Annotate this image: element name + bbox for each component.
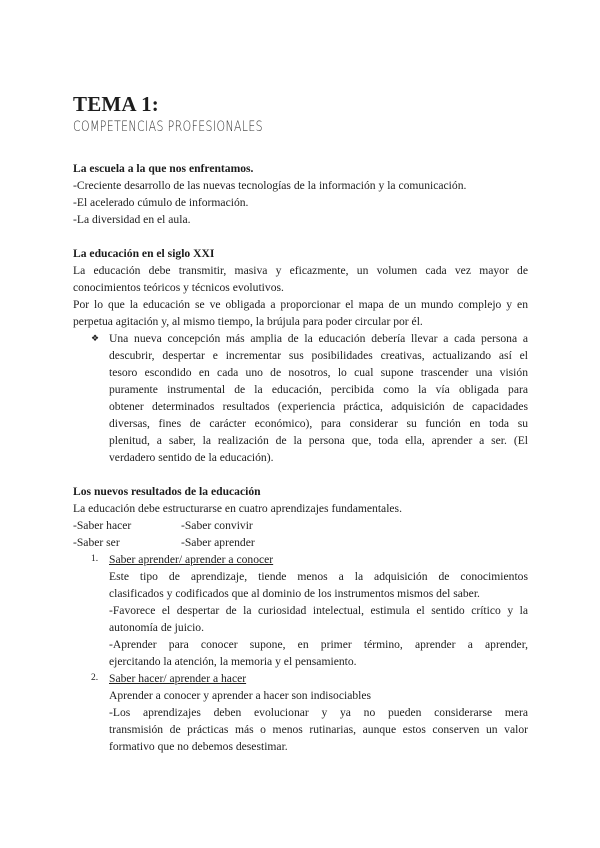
list-item-line: -Aprender para conocer supone, en primer término, aprender a aprender, [109, 638, 528, 651]
page-title: TEMA 1: [73, 92, 159, 116]
list-item-line: -Favorece el despertar de la curiosidad intelectual, estimula el sentido crítico y la [109, 604, 528, 617]
paragraph-line: Por lo que la educación se ve obligada a proporcionar el mapa de un mundo complejo y en [73, 298, 528, 311]
list-number: 1. [91, 554, 99, 564]
section-heading-resultados: Los nuevos resultados de la educación [73, 485, 261, 498]
bullet-line: puramente instrumental de la educación, percibida como la vía obligada para [109, 383, 528, 396]
list-item: -La diversidad en el aula. [73, 213, 191, 226]
bullet-line: obtener determinados resultados (experiencia práctica, adquisición de capacidades [109, 400, 528, 413]
grid-row [73, 517, 528, 535]
paragraph-line: conocimientos teóricos y técnicos evolutivos. [73, 281, 284, 294]
paragraph-line: La educación debe estructurarse en cuatro aprendizajes fundamentales. [73, 502, 402, 515]
list-item-line: formativo que no debemos desestimar. [109, 740, 288, 753]
list-item-line: clasificados y codificados que al dominio de los instrumentos mismos del saber. [109, 587, 480, 600]
grid-cell: -Saber ser [73, 536, 120, 549]
list-item-line: autonomía de juicio. [109, 621, 204, 634]
grid-cell: -Saber convivir [181, 519, 253, 532]
bullet-line: verdadero sentido de la educación). [109, 451, 274, 464]
bullet-line: tesoro escondido en cada uno de nosotros, lo cual supone trascender una visión [109, 366, 528, 379]
list-item-line: Este tipo de aprendizaje, tiende menos a la adquisición de conocimientos [109, 570, 528, 583]
list-item-title: Saber aprender/ aprender a conocer [109, 553, 274, 566]
list-item-line: -Los aprendizajes deben evolucionar y ya no pueden considerarse mera [109, 706, 528, 719]
section-heading-siglo-xxi: La educación en el siglo XXI [73, 247, 215, 260]
bullet-line: diversas, fines de carácter económico), para considerar su función en toda su [109, 417, 528, 430]
grid-cell: -Saber hacer [73, 519, 132, 532]
bullet-line: plenitud, a saber, la realización de la persona que, toda ella, aprender a ser. (El [109, 434, 528, 447]
list-item-line: ejercitando la atención, la memoria y el pensamiento. [109, 655, 357, 668]
list-item-line: Aprender a conocer y aprender a hacer son indisociables [109, 689, 372, 702]
paragraph-line: perpetua agitación y, al mismo tiempo, la brújula para poder circular por él. [73, 315, 423, 328]
list-item-title: Saber hacer/ aprender a hacer [109, 672, 247, 685]
list-item: -El acelerado cúmulo de información. [73, 196, 249, 209]
grid-cell: -Saber aprender [181, 536, 255, 549]
list-number: 2. [91, 673, 99, 683]
section-heading-escuela: La escuela a la que nos enfrentamos. [73, 162, 254, 175]
list-item-line: transmisión de prácticas más o menos rutinarias, aunque estos conserven un valor [109, 723, 528, 736]
paragraph-line: La educación debe transmitir, masiva y eficazmente, un volumen cada vez mayor de [73, 264, 528, 277]
bullet-line: descubrir, despertar e incrementar sus posibilidades creativas, actualizando así el [109, 349, 528, 362]
list-item: -Creciente desarrollo de las nuevas tecnologías de la información y la comunicación. [73, 179, 467, 192]
page-subtitle: COMPETENCIAS PROFESIONALES [73, 119, 263, 135]
grid-row [73, 534, 528, 552]
diamond-bullet-icon: ❖ [91, 333, 100, 343]
bullet-line: Una nueva concepción más amplia de la educación debería llevar a cada persona a [109, 332, 528, 345]
